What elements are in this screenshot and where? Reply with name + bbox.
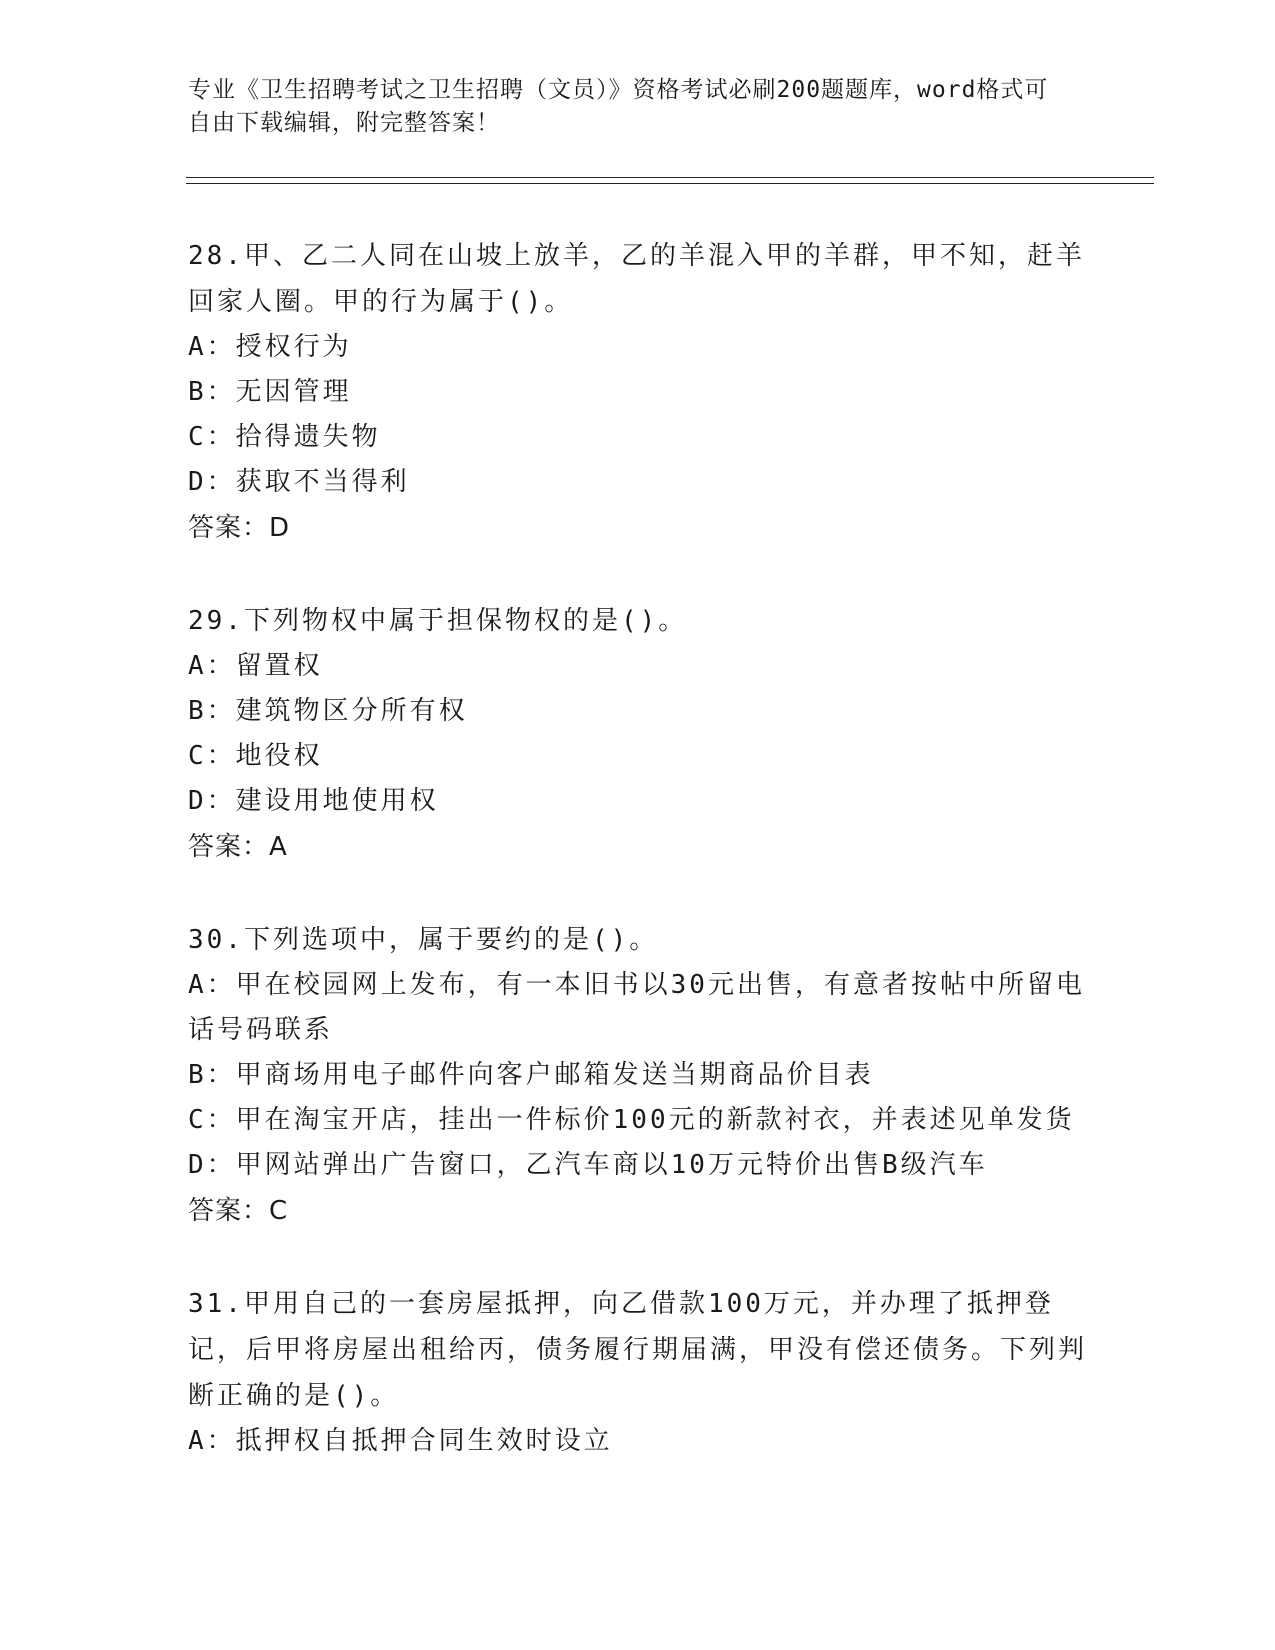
question-28 xyxy=(188,233,1088,551)
option-b: B：甲商场用电子邮件向客户邮箱发送当期商品价目表 xyxy=(188,1060,874,1090)
question-text: 29.下列物权中属于担保物权的是()。 xyxy=(188,606,688,636)
option-a: A：授权行为 xyxy=(188,332,352,362)
option-d: D：获取不当得利 xyxy=(188,467,410,497)
question-list xyxy=(188,233,1088,1464)
option-c: C：拾得遗失物 xyxy=(188,422,381,452)
option-a: A：留置权 xyxy=(188,651,323,681)
header-divider-bottom xyxy=(186,183,1154,184)
answer-line: 答案：A xyxy=(188,832,288,862)
question-30 xyxy=(188,917,1088,1234)
document-header xyxy=(188,74,1068,140)
option-c: C：地役权 xyxy=(188,741,323,771)
answer-line: 答案：C xyxy=(188,1196,289,1226)
option-c: C：甲在淘宝开店，挂出一件标价100元的新款衬衣，并表述见单发货 xyxy=(188,1105,1075,1135)
option-b: B：无因管理 xyxy=(188,377,352,407)
option-a: A：甲在校园网上发布，有一本旧书以30元出售，有意者按帖中所留电话号码联系 xyxy=(188,970,1085,1045)
question-31 xyxy=(188,1281,1088,1464)
question-text: 31.甲用自己的一套房屋抵押，向乙借款100万元，并办理了抵押登记，后甲将房屋出租给丙，债务履行期届满，甲没有偿还债务。下列判断正确的是()。 xyxy=(188,1289,1088,1411)
answer-line: 答案：D xyxy=(188,513,291,543)
header-text: 专业《卫生招聘考试之卫生招聘（文员）》资格考试必刷200题题库，word格式可自由下载编辑，附完整答案！ xyxy=(188,77,1049,136)
question-text: 28.甲、乙二人同在山坡上放羊，乙的羊混入甲的羊群，甲不知，赶羊回家人圈。甲的行为属于()。 xyxy=(188,241,1085,317)
header-divider-top xyxy=(186,177,1154,178)
option-a: A：抵押权自抵押合同生效时设立 xyxy=(188,1426,613,1456)
question-text: 30.下列选项中，属于要约的是()。 xyxy=(188,925,659,955)
option-d: D：甲网站弹出广告窗口，乙汽车商以10万元特价出售B级汽车 xyxy=(188,1150,988,1180)
question-29 xyxy=(188,598,1088,870)
option-d: D：建设用地使用权 xyxy=(188,786,439,816)
option-b: B：建筑物区分所有权 xyxy=(188,696,468,726)
